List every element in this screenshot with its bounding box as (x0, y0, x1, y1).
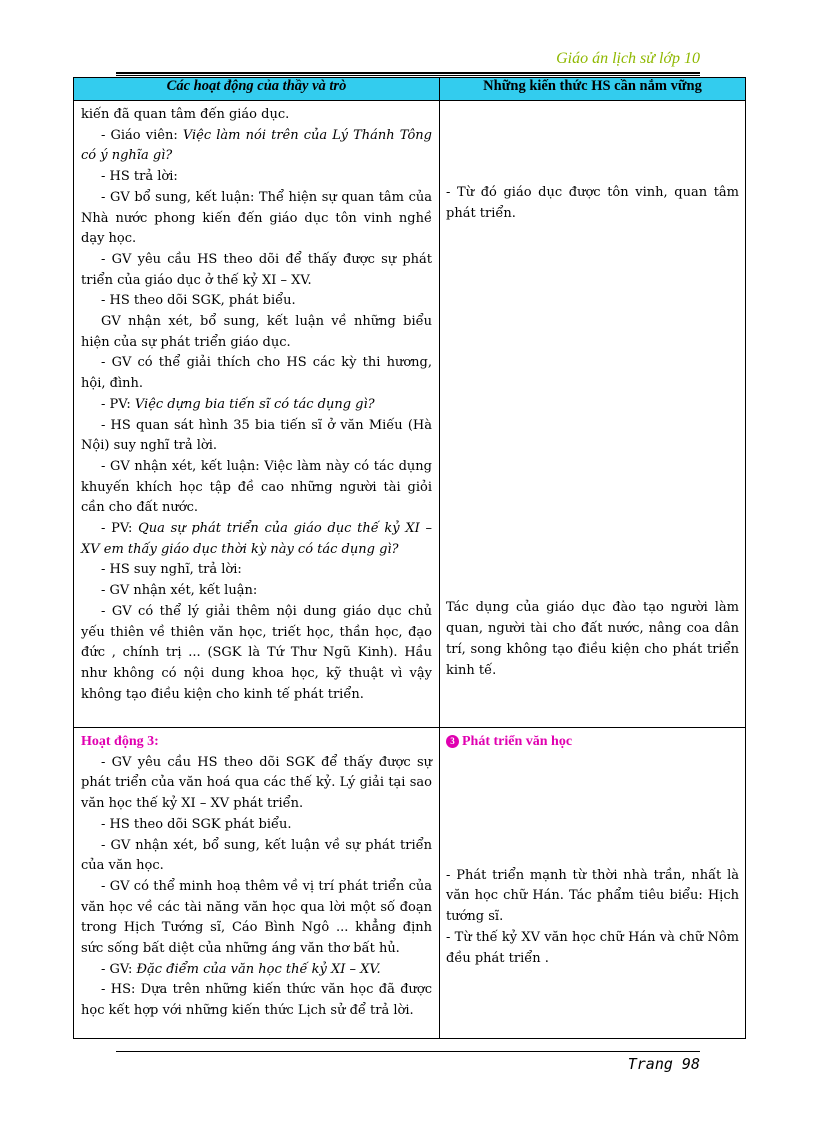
activity-paragraph: - HS quan sát hình 35 bia tiến sĩ ở văn Miếu (Hà Nội) suy nghĩ trả lời. (81, 417, 432, 454)
table-row (74, 101, 746, 728)
activities-text (74, 728, 439, 1022)
paragraph-prefix: - GV: (101, 961, 137, 977)
question-text: Việc làm nói trên của Lý Thánh Tông có ý nghĩa gì? (81, 127, 432, 164)
column-header-knowledge: Những kiến thức HS cần nắm vững (440, 78, 746, 101)
question-text: Qua sự phát triển của giáo dục thế kỷ XI – XV em thấy giáo dục thời kỳ này có tác dụng gì? (81, 521, 432, 557)
lesson-table (73, 77, 746, 1039)
paragraph-prefix: - PV: (101, 396, 135, 412)
activities-cell (74, 101, 440, 728)
footer-rule (116, 1051, 700, 1052)
header-rule-thin (116, 75, 700, 76)
knowledge-paragraph: - Từ thế kỷ XV văn học chữ Hán và chữ Nôm đều phát triển . (446, 929, 739, 966)
activity-paragraph: GV nhận xét, bổ sung, kết luận về những biểu hiện của sự phát triển giáo dục. (81, 314, 432, 350)
section-title: Phát triển văn học (462, 734, 573, 749)
section-number-badge: 3 (446, 735, 459, 748)
activity-paragraph: - GV có thể giải thích cho HS các kỳ thi hương, hội, đình. (81, 355, 432, 392)
activity-paragraph (81, 395, 432, 416)
activities-cell (74, 728, 440, 1039)
activity-paragraph (81, 960, 432, 981)
document-header-title: Giáo án lịch sử lớp 10 (556, 50, 700, 67)
knowledge-paragraph: - Phát triển mạnh từ thời nhà trần, nhất là văn học chữ Hán. Tác phẩm tiêu biểu: Hịch tướng sĩ. (446, 867, 739, 925)
page-number: Trang 98 (627, 1055, 700, 1073)
activity-paragraph: - HS: Dựa trên những kiến thức văn học đã được học kết hợp với những kiến thức Lịch sử để trả lời. (81, 982, 432, 1019)
question-text: Việc dựng bia tiến sĩ có tác dụng gì? (134, 396, 375, 412)
knowledge-paragraph: - Từ đó giáo dục được tôn vinh, quan tâm phát triển. (446, 185, 739, 221)
paragraph-prefix: - PV: (101, 521, 139, 537)
activity-paragraph: - GV yêu cầu HS theo dõi SGK để thấy được sự phát triển của văn hoá qua các thế kỷ. Lý giải tại sao văn học thế kỷ XI – XV phát triển. (81, 754, 432, 812)
activity-paragraph: - HS suy nghĩ, trả lời: (101, 562, 242, 578)
activity-paragraph: - HS theo dõi SGK, phát biểu. (101, 293, 296, 309)
activity-heading: Hoạt động 3: (81, 734, 159, 749)
activity-paragraph (81, 126, 432, 167)
activities-text (74, 101, 439, 705)
header-rule (116, 72, 700, 74)
knowledge-text (440, 101, 745, 681)
table-row (74, 728, 746, 1039)
question-text: Đặc điểm của văn học thế kỷ XI – XV. (136, 961, 381, 977)
activity-paragraph: - HS theo dõi SGK phát biểu. (101, 816, 292, 832)
knowledge-cell (440, 728, 746, 1039)
activity-paragraph: - GV nhận xét, kết luận: Việc làm này có tác dụng khuyến khích học tập đề cao những người tài giỏi cần cho đất nước. (81, 458, 432, 516)
activity-paragraph: kiến đã quan tâm đến giáo dục. (81, 107, 290, 122)
activity-paragraph: - GV nhận xét, bổ sung, kết luận về sự phát triển của văn học. (81, 837, 432, 874)
column-header-activities: Các hoạt động của thầy và trò (74, 78, 440, 101)
activity-paragraph: - HS trả lời: (101, 169, 178, 185)
knowledge-cell (440, 101, 746, 728)
activity-paragraph: - GV nhận xét, kết luận: (101, 583, 258, 599)
knowledge-paragraph: Tác dụng của giáo dục đào tạo người làm quan, người tài cho đất nước, nâng coa dân trí, song không tạo điều kiện cho phát triển kinh tế. (446, 600, 739, 678)
activity-paragraph: - GV bổ sung, kết luận: Thể hiện sự quan tâm của Nhà nước phong kiến đến giáo dục tôn vinh nghề dạy học. (81, 189, 432, 247)
activity-paragraph: - GV có thể minh hoạ thêm về vị trí phát triển của văn học về các tài năng văn học qua lời một số đoạn trong Hịch Tướng sĩ, Cáo Bình Ngô ... khẳng định sức sống bất diệt của những áng văn thơ bất hủ. (81, 878, 432, 957)
paragraph-prefix: - Giáo viên: (101, 127, 183, 143)
knowledge-text (440, 728, 745, 969)
activity-paragraph: - GV có thể lý giải thêm nội dung giáo dục chủ yếu thiên về thiên văn học, triết học, thần học, đạo đức , chính trị ... (SGK là Tứ Thư Ngũ Kinh). Hầu như không có nội dung khoa học, kỹ thuật vì vậy không tạo điều kiện cho kinh tế phát triển. (81, 603, 432, 702)
activity-paragraph (81, 519, 432, 560)
section-heading (446, 732, 739, 753)
activity-paragraph: - GV yêu cầu HS theo dõi để thấy được sự phát triển của giáo dục ở thế kỷ XI – XV. (81, 251, 432, 288)
